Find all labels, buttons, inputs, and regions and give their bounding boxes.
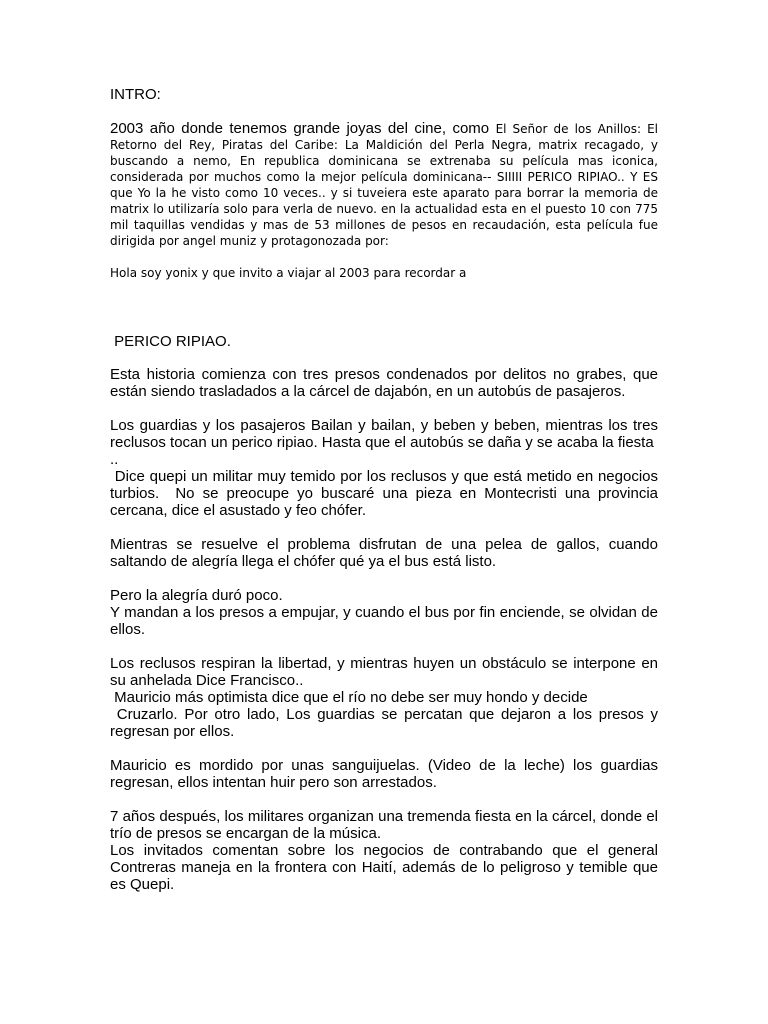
story-paragraph-2-dots: .. — [110, 451, 119, 468]
story-paragraph-6b: Mauricio más optimista dice que el río no debe ser muy hondo y decide — [110, 689, 588, 706]
story-paragraph-7: Mauricio es mordido por unas sanguijuelas. (Video de la leche) los guardias regresan, ellos intentan huir pero son arrestados. — [110, 757, 658, 791]
intro-paragraph — [110, 121, 658, 249]
intro-heading: INTRO: — [110, 86, 161, 103]
story-title: PERICO RIPIAO. — [110, 333, 231, 350]
story-paragraph-2: Los guardias y los pasajeros Bailan y bailan, y beben y beben, mientras los tres reclusos tocan un perico ripiao. Hasta que el autobús se daña y se acaba la fiesta — [110, 417, 658, 451]
story-paragraph-1: Esta historia comienza con tres presos condenados por delitos no grabes, que están siendo trasladados a la cárcel de dajabón, en un autobús de pasajeros. — [110, 366, 658, 400]
story-paragraph-5b: Y mandan a los presos a empujar, y cuando el bus por fin enciende, se olvidan de ellos. — [110, 604, 658, 638]
story-paragraph-4: Mientras se resuelve el problema disfrutan de una pelea de gallos, cuando saltando de alegría llega el chófer qué ya el bus está listo. — [110, 536, 658, 570]
story-paragraph-8a: 7 años después, los militares organizan una tremenda fiesta en la cárcel, donde el trío de presos se encargan de la música. — [110, 808, 658, 842]
story-paragraph-5a: Pero la alegría duró poco. — [110, 587, 283, 604]
intro-lead-text: 2003 año donde tenemos grande joyas del cine, como — [110, 120, 490, 137]
story-body — [110, 366, 663, 893]
story-paragraph-8b: Los invitados comentan sobre los negocios de contrabando que el general Contreras maneja en la frontera con Haití, además de lo peligroso y temible que es Quepi. — [110, 842, 658, 893]
intro-body-text: El Señor de los Anillos: El Retorno del Rey, Piratas del Caribe: La Maldición del Perla Negra, matrix recagado, y buscando a nemo, En republica dominicana se extrenaba su película mas iconica, considerada por muchos como la mejor película dominicana-- SIIIII PERICO RIPIAO.. Y ES que Yo la he visto como 10 veces.. y si tuveiera este aparato para borrar la memoria de matrix lo utilizaría solo para verla de nuevo. en la actualidad esta en el puesto 10 con 775 mil taquillas vendidas y mas de 53 millones de pesos en recaudación, esta película fue dirigida por angel muniz y protagonozada por: — [110, 122, 659, 248]
invite-line: Hola soy yonix y que invito a viajar al 2003 para recordar a — [110, 266, 467, 280]
story-paragraph-6a: Los reclusos respiran la libertad, y mientras huyen un obstáculo se interpone en su anhelada Dice Francisco.. — [110, 655, 658, 689]
story-paragraph-3: Dice quepi un militar muy temido por los reclusos y que está metido en negocios turbios. No se preocupe yo buscaré una pieza en Montecristi una provincia cercana, dice el asustado y feo chófer. — [110, 468, 663, 519]
story-paragraph-6c: Cruzarlo. Por otro lado, Los guardias se percatan que dejaron a los presos y regresan por ellos. — [110, 706, 663, 740]
